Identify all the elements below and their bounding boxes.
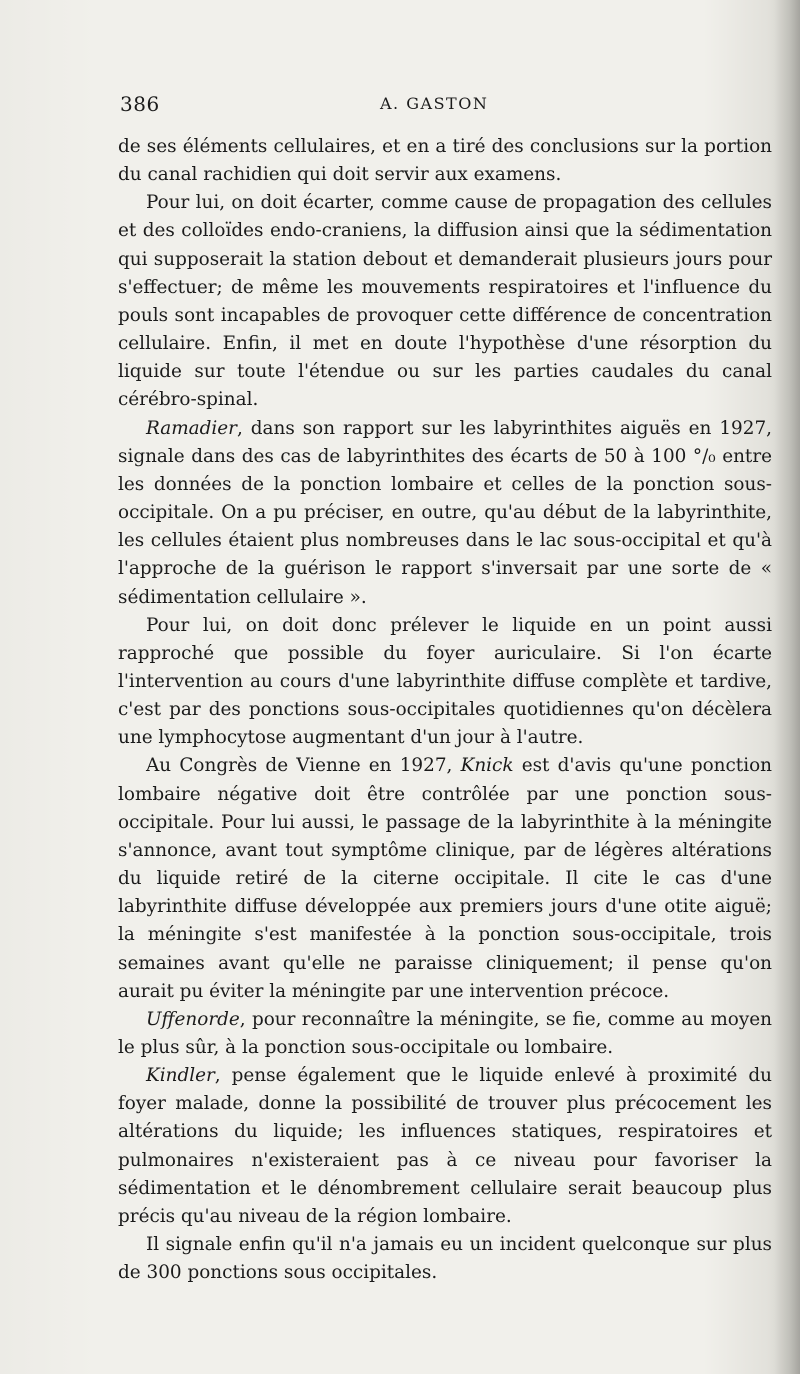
page-edge-shadow bbox=[774, 0, 800, 1374]
paragraph bbox=[118, 612, 772, 753]
text-segment: Il signale enfin qu'il n'a jamais eu un incident quelconque sur plus de 300 ponctions sous occipitales. bbox=[118, 1234, 772, 1284]
text-segment: , dans son rapport sur les labyrinthites aiguës en 1927, signale dans des cas de labyrinthites des écarts de 50 à 100 °/₀ entre les données de la ponction lombaire et celles de la ponction sous-occipitale. On a pu préciser, en outre, qu'au début de la labyrinthite, les cellules étaient plus nombreuses dans le lac sous-occipital et qu'à l'approche de la guérison le rapport s'inversait par une sorte de « sédimentation cellulaire ». bbox=[118, 417, 772, 608]
text-segment: Pour lui, on doit donc prélever le liquide en un point aussi rapproché que possible du foyer auriculaire. Si l'on écarte l'intervention au cours d'une labyrinthite diffuse complète et tardive, c'est par des ponctions sous-occipitales quotidiennes qu'on décèlera une lymphocytose augmentant d'un jour à l'autre. bbox=[118, 614, 772, 749]
paragraph bbox=[118, 1006, 772, 1062]
paragraph bbox=[118, 1062, 772, 1231]
running-head: A. GASTON bbox=[380, 94, 489, 113]
text-segment: , pour reconnaître la méningite, se fie, comme au moyen le plus sûr, à la ponction sous-occipitale ou lombaire. bbox=[118, 1008, 772, 1058]
author-name: Uffenorde bbox=[146, 1008, 240, 1030]
paragraph bbox=[118, 189, 772, 414]
text-segment: est d'avis qu'une ponction lombaire négative doit être contrôlée par une ponction sous-occipitale. Pour lui aussi, le passage de la labyrinthite à la méningite s'annonce, avant tout symptôme clinique, par de légères altérations du liquide retiré de la citerne occipitale. Il cite le cas d'une labyrinthite diffuse développée aux premiers jours d'une otite aiguë; la méningite s'est manifestée à la ponction sous-occipitale, trois semaines avant qu'elle ne paraisse cliniquement; il pense qu'on aurait pu éviter la méningite par une intervention précoce. bbox=[118, 755, 772, 1002]
author-name: Knick bbox=[460, 755, 514, 777]
body-text bbox=[118, 133, 772, 1287]
author-name: Kindler bbox=[146, 1065, 215, 1087]
text-segment: Au Congrès de Vienne en 1927, bbox=[146, 755, 461, 777]
page-number: 386 bbox=[120, 92, 160, 116]
text-segment: , pense également que le liquide enlevé à proximité du foyer malade, donne la possibilité de trouver plus précocement les altérations du liquide; les influences statiques, respiratoires et pulmonaires n'existeraient pas à ce niveau pour favoriser la sédimentation et le dénombrement cellulaire serait beaucoup plus précis qu'au niveau de la région lombaire. bbox=[118, 1065, 772, 1227]
author-name: Ramadier bbox=[146, 417, 237, 439]
text-segment: Pour lui, on doit écarter, comme cause de propagation des cellules et des colloïdes endo-craniens, la diffusion ainsi que la sédimentation qui supposerait la station debout et demanderait plusieurs jours pour s'effectuer; de même les mouvements respiratoires et l'influence du pouls sont incapables de provoquer cette différence de concentration cellulaire. Enfin, il met en doute l'hypothèse d'une résorption du liquide sur toute l'étendue ou sur les parties caudales du canal cérébro-spinal. bbox=[118, 192, 772, 411]
paragraph bbox=[118, 133, 772, 189]
page-header bbox=[120, 92, 770, 118]
paragraph bbox=[118, 752, 772, 1005]
paragraph bbox=[118, 415, 772, 612]
paragraph bbox=[118, 1231, 772, 1287]
text-segment: de ses éléments cellulaires, et en a tiré des conclusions sur la portion du canal rachidien qui doit servir aux examens. bbox=[118, 136, 772, 186]
